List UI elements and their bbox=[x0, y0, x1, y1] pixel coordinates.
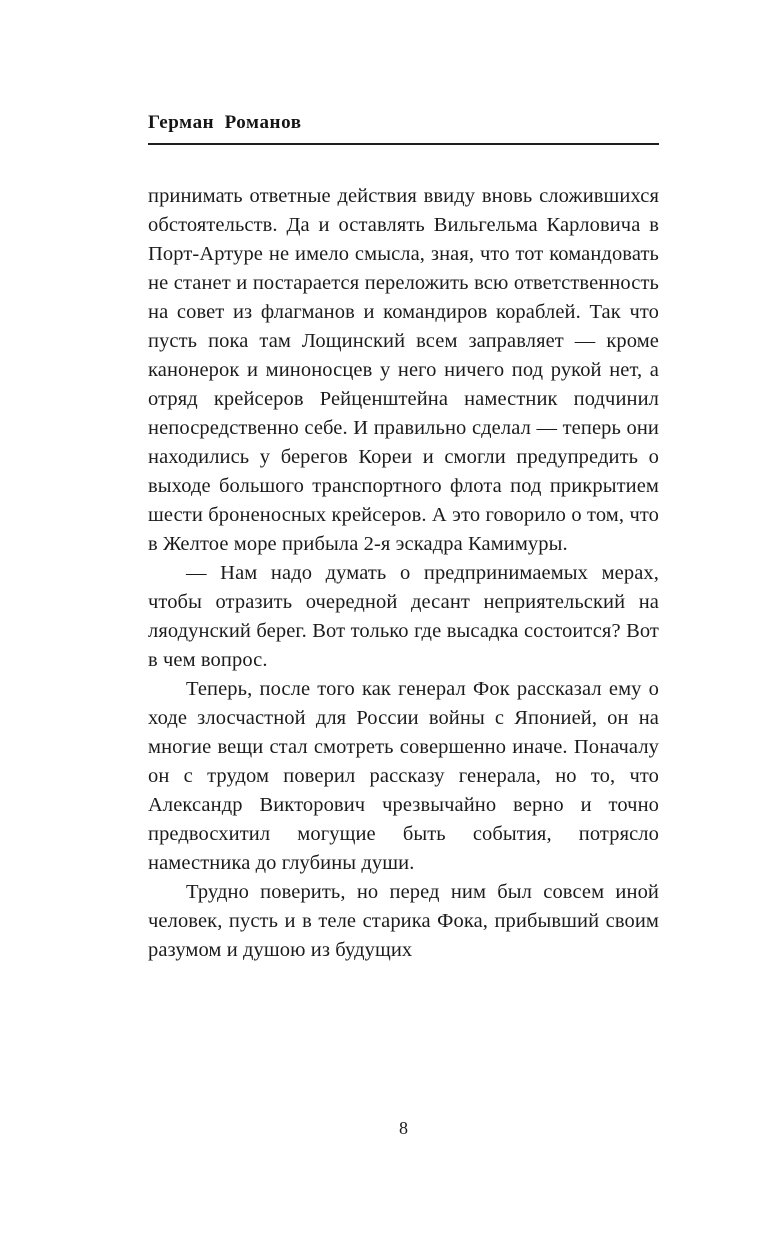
author-name: Герман Романов bbox=[148, 112, 302, 133]
running-header bbox=[148, 112, 659, 145]
paragraph: Теперь, после того как генерал Фок рассказал ему о ходе злосчастной для России войны с Японией, он на многие вещи стал смотреть совершенно иначе. Поначалу он с трудом поверил рассказу генерала, но то, что Александр Викторович чрезвычайно верно и точно предвосхитил могущие быть события, потрясло наместника до глубины души. bbox=[148, 678, 659, 874]
paragraph: принимать ответные действия ввиду вновь сложившихся обстоятельств. Да и оставлять Вильгельма Карловича в Порт-Артуре не имело смысла, зная, что тот командовать не станет и постарается переложить всю ответственность на совет из флагманов и командиров кораблей. Так что пусть пока там Лощинский всем заправляет — кроме канонерок и миноносцев у него ничего под рукой нет, а отряд крейсеров Рейценштейна наместник подчинил непосредственно себе. И правильно сделал — теперь они находились у берегов Кореи и смогли предупредить о выходе большого транспортного флота под прикрытием шести броненосных крейсеров. А это говорило о том, что в Желтое море прибыла 2-я эскадра Камимуры. bbox=[148, 185, 659, 555]
page-number: 8 bbox=[399, 1118, 408, 1138]
body-text bbox=[148, 182, 659, 965]
paragraph: — Нам надо думать о предпринимаемых мерах, чтобы отразить очередной десант неприятельский на ляодунский берег. Вот только где высадка состоится? Вот в чем вопрос. bbox=[148, 562, 659, 671]
paragraph: Трудно поверить, но перед ним был совсем иной человек, пусть и в теле старика Фока, прибывший своим разумом и душою из будущих bbox=[148, 881, 659, 961]
page-footer bbox=[148, 1118, 659, 1139]
